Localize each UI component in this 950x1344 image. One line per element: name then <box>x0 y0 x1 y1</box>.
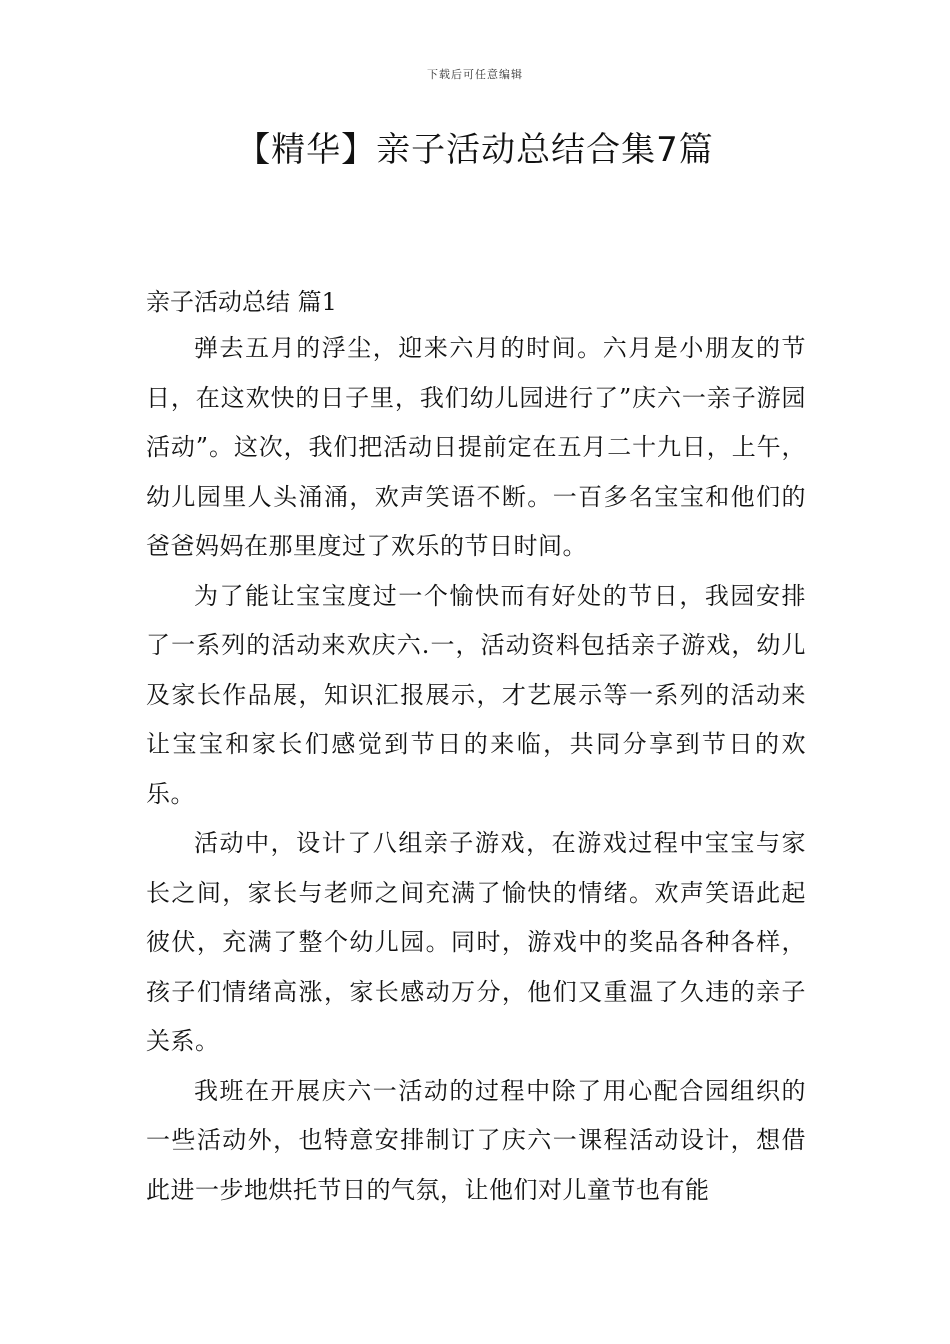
paragraph-1: 弹去五月的浮尘，迎来六月的时间。六月是小朋友的节日，在这欢快的日子里，我们幼儿园进行了”庆六一亲子游园活动”。这次，我们把活动日提前定在五月二十九日，上午，幼儿园里人头涌涌，欢声笑语不断。一百多名宝宝和他们的爸爸妈妈在那里度过了欢乐的节日时间。 <box>146 334 806 560</box>
document-title: 【精华】亲子活动总结合集7篇 <box>236 130 714 170</box>
section-heading: 亲子活动总结 篇1 <box>146 288 337 316</box>
paragraph-4: 我班在开展庆六一活动的过程中除了用心配合园组织的一些活动外，也特意安排制订了庆六一课程活动设计，想借此进一步地烘托节日的气氛，让他们对儿童节也有能 <box>146 1076 806 1204</box>
document-body <box>146 280 806 1215</box>
paragraph-3: 活动中，设计了八组亲子游戏，在游戏过程中宝宝与家长之间，家长与老师之间充满了愉快的情绪。欢声笑语此起彼伏，充满了整个幼儿园。同时，游戏中的奖品各种各样，孩子们情绪高涨，家长感动万分，他们又重温了久违的亲子关系。 <box>146 829 806 1055</box>
header-note: 下载后可任意编辑 <box>427 68 523 81</box>
paragraph-2: 为了能让宝宝度过一个愉快而有好处的节日，我园安排了一系列的活动来欢庆六.一，活动资料包括亲子游戏，幼儿及家长作品展，知识汇报展示，才艺展示等一系列的活动来让宝宝和家长们感觉到节日的来临，共同分享到节日的欢乐。 <box>146 581 806 808</box>
